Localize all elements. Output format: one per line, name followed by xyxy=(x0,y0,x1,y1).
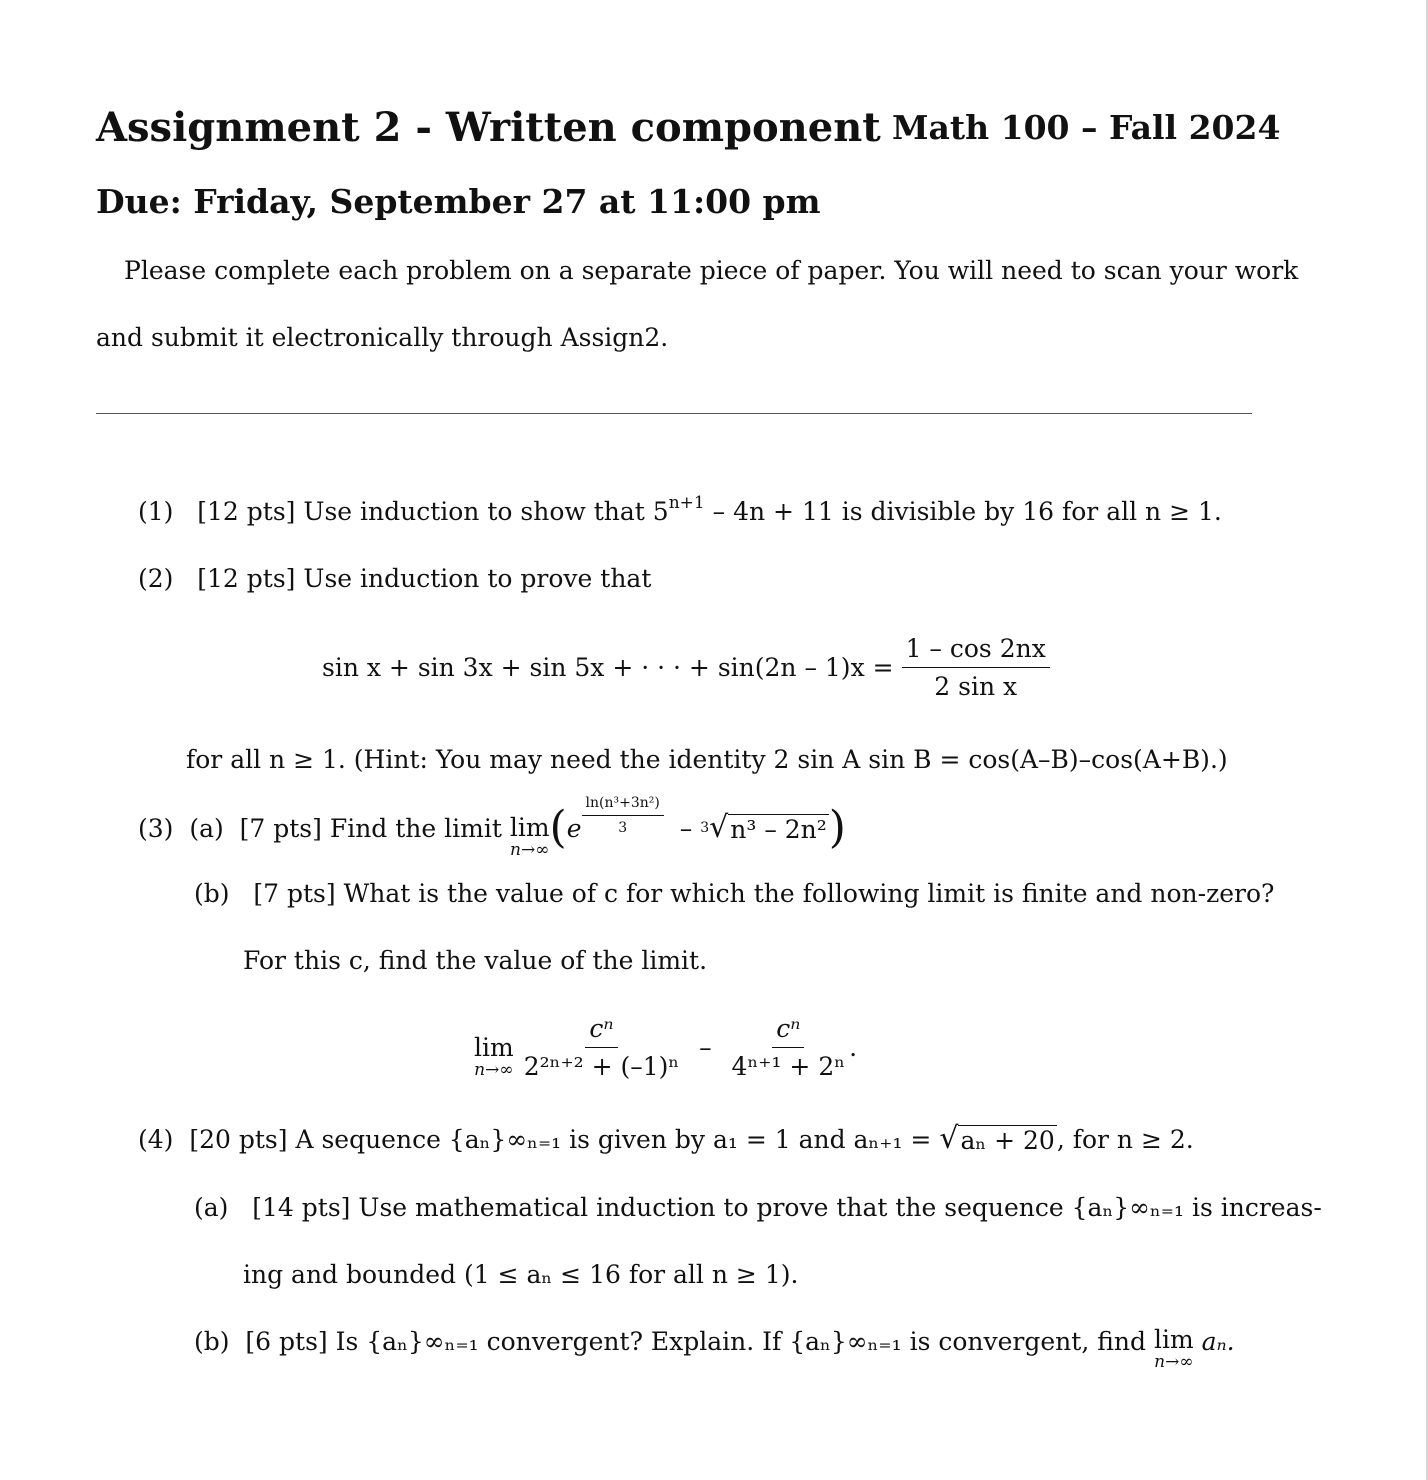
problem-4b-text: Is {aₙ}∞ₙ₌₁ convergent? Explain. If {aₙ}∞ₙ₌₁ is convergent, find xyxy=(335,1327,1147,1356)
problem-4a-label: (a) xyxy=(194,1193,229,1222)
intro-line-1: Please complete each problem on a separate piece of paper. You will need to scan your work xyxy=(124,256,1299,285)
problem-4a-text-2: ing and bounded (1 ≤ aₙ ≤ 16 for all n ≥ 1). xyxy=(243,1260,799,1289)
problem-1-points: [12 pts] xyxy=(197,497,296,526)
problem-4b-lim-word: lim xyxy=(1153,1325,1194,1354)
problem-4-label: (4) xyxy=(138,1124,174,1154)
problem-3a-lim-word: lim xyxy=(509,813,550,842)
problem-3a-exp-num: ln(n³+3n²) xyxy=(582,795,664,816)
problem-3a-exponent xyxy=(582,795,664,836)
problem-3b-f2-den: 4ⁿ⁺¹ + 2ⁿ xyxy=(731,1052,846,1081)
problem-4a xyxy=(194,1193,1322,1222)
problem-4a-points: [14 pts] xyxy=(252,1193,351,1222)
problem-4b-label: (b) xyxy=(194,1327,230,1356)
problem-3b xyxy=(194,879,1274,908)
problem-3b-fraction-2 xyxy=(728,1014,850,1081)
problem-2-label: (2) xyxy=(138,564,174,593)
radical-sign: √ xyxy=(709,810,729,845)
problem-3a-minus: – xyxy=(679,813,693,843)
problem-3-label: (3) xyxy=(138,813,174,843)
problem-3b-period: . xyxy=(849,1033,858,1062)
divider xyxy=(96,413,1252,414)
problem-3b-lim-word: lim xyxy=(474,1032,514,1062)
problem-4b-limit xyxy=(1154,1327,1194,1371)
problem-3b-points: [7 pts] xyxy=(253,879,336,908)
due-date: Due: Friday, September 27 at 11:00 pm xyxy=(96,182,821,221)
problem-3b-equation xyxy=(474,1014,857,1081)
problem-3a-limit xyxy=(510,815,550,859)
problem-3b-f1-num: cⁿ xyxy=(585,1014,617,1048)
problem-2-equation xyxy=(322,634,1050,701)
problem-1-exponent: n+1 xyxy=(668,493,705,513)
intro-line-2: and submit it electronically through Assign2. xyxy=(96,323,669,352)
problem-4 xyxy=(138,1121,1194,1156)
problem-3a-text: Find the limit xyxy=(329,813,502,843)
problem-3b-limit xyxy=(474,1032,514,1080)
problem-2-numerator: 1 – cos 2nx xyxy=(902,634,1050,668)
problem-3b-fraction-1 xyxy=(520,1014,684,1081)
problem-2-lhs: sin x + sin 3x + sin 5x + · · · + sin(2n – 1)x = xyxy=(322,653,894,682)
problem-1 xyxy=(138,493,1222,526)
problem-4b-points: [6 pts] xyxy=(245,1327,328,1356)
problem-1-text-a: Use induction to show that 5 xyxy=(303,497,669,526)
problem-2 xyxy=(138,564,651,593)
problem-3a xyxy=(138,794,846,860)
problem-4a-text: Use mathematical induction to prove that the sequence {aₙ}∞ₙ₌₁ is increas- xyxy=(358,1193,1322,1222)
problem-1-text-b: – 4n + 11 is divisible by 16 for all n ≥ 1. xyxy=(712,497,1222,526)
problem-2-denominator: 2 sin x xyxy=(934,672,1018,701)
problem-3a-points: [7 pts] xyxy=(239,813,322,843)
problem-4-points: [20 pts] xyxy=(189,1124,288,1154)
problem-4-text: A sequence {aₙ}∞ₙ₌₁ is given by a₁ = 1 and aₙ₊₁ = xyxy=(295,1124,932,1154)
problem-3b-f2-num: cⁿ xyxy=(772,1014,804,1048)
problem-3a-lim-sub: n→∞ xyxy=(510,840,550,860)
problem-2-points: [12 pts] xyxy=(197,564,296,593)
course-label: Math 100 – Fall 2024 xyxy=(892,108,1281,147)
left-paren: ( xyxy=(549,802,567,854)
radical-sign-4: √ xyxy=(939,1121,959,1156)
cube-root-index: 3 xyxy=(700,820,710,836)
problem-3a-e: e xyxy=(566,813,582,843)
problem-3a-label: (a) xyxy=(189,813,224,843)
problem-2-text: Use induction to prove that xyxy=(303,564,652,593)
problem-3a-radicand: n³ – 2n² xyxy=(730,815,827,844)
problem-4-text-end: , for n ≥ 2. xyxy=(1056,1124,1194,1154)
problem-3b-minus: – xyxy=(699,1033,712,1062)
problem-4-radicand: aₙ + 20 xyxy=(960,1126,1055,1155)
assignment-title: Assignment 2 - Written component xyxy=(96,104,881,151)
problem-3b-text: What is the value of c for which the following limit is finite and non-zero? xyxy=(343,879,1275,908)
problem-3b-text-2: For this c, find the value of the limit. xyxy=(243,946,708,975)
problem-3b-label: (b) xyxy=(194,879,230,908)
problem-2-hint: for all n ≥ 1. (Hint: You may need the identity 2 sin A sin B = cos(A–B)–cos(A+B).) xyxy=(186,745,1228,774)
problem-1-label: (1) xyxy=(138,497,174,526)
problem-3b-lim-sub: n→∞ xyxy=(474,1059,514,1080)
problem-4b-lim-var: aₙ. xyxy=(1201,1327,1235,1356)
problem-4b-lim-sub: n→∞ xyxy=(1154,1352,1194,1372)
problem-3a-exp-den: 3 xyxy=(618,819,628,836)
problem-3b-f1-den: 2²ⁿ⁺² + (–1)ⁿ xyxy=(523,1052,680,1081)
problem-2-fraction xyxy=(902,634,1050,701)
problem-4b xyxy=(194,1327,1235,1371)
right-paren: ) xyxy=(828,802,846,854)
